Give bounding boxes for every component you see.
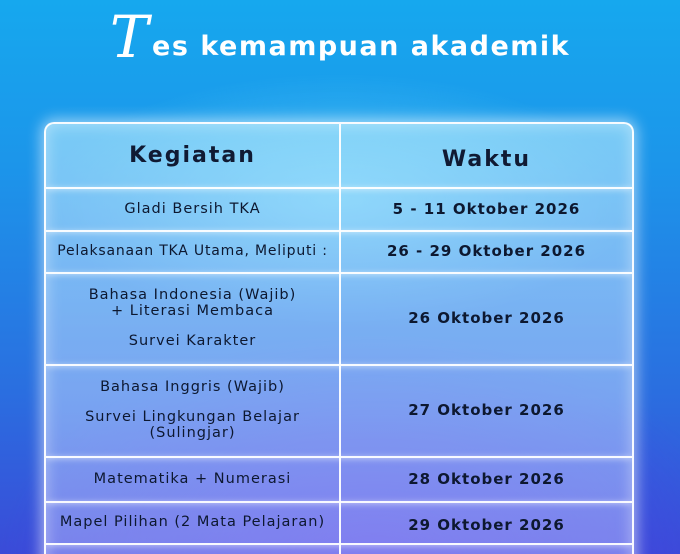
header-cell-waktu (341, 124, 632, 187)
cell-kegiatan (46, 456, 341, 501)
cell-kegiatan (46, 543, 341, 554)
date-label: 5 - 11 Oktober 2026 (392, 199, 581, 218)
table-row (46, 456, 632, 503)
cell-waktu (341, 272, 632, 364)
table-row-empty (46, 543, 632, 554)
cell-kegiatan (46, 364, 341, 456)
activity-label: Gladi Bersih TKA (124, 200, 261, 217)
title-script-letter: T (109, 3, 151, 71)
table-header-row (46, 124, 632, 189)
date-label: 28 Oktober 2026 (408, 469, 565, 488)
header-kegiatan: Kegiatan (129, 143, 256, 168)
table-row (46, 364, 632, 458)
header-waktu: Waktu (441, 147, 532, 172)
activity-label: Survei Karakter (128, 333, 257, 349)
activity-label: Bahasa Indonesia (Wajib) (88, 287, 297, 303)
activity-label: Pelaksanaan TKA Utama, Meliputi : (57, 243, 328, 259)
date-label: 26 - 29 Oktober 2026 (386, 242, 587, 260)
cell-waktu (341, 501, 632, 543)
date-label: 29 Oktober 2026 (408, 516, 565, 534)
title-text: es kemampuan akademik (152, 31, 571, 62)
cell-kegiatan (46, 187, 341, 230)
cell-waktu (341, 230, 632, 272)
activity-label: Survei Lingkungan Belajar (85, 409, 300, 425)
schedule-table (44, 122, 634, 554)
cell-waktu (341, 364, 632, 456)
table-row (46, 272, 632, 366)
page-title (0, 0, 680, 70)
table-row (46, 230, 632, 274)
date-label: 27 Oktober 2026 (408, 401, 565, 419)
date-label: 26 Oktober 2026 (408, 309, 565, 327)
table-row (46, 501, 632, 545)
cell-kegiatan (46, 501, 341, 543)
cell-waktu (341, 456, 632, 501)
header-cell-kegiatan (46, 124, 341, 187)
activity-label: Matematika + Numerasi (93, 470, 292, 487)
table-row (46, 187, 632, 232)
cell-kegiatan (46, 272, 341, 364)
cell-waktu (341, 543, 632, 554)
activity-label: Mapel Pilihan (2 Mata Pelajaran) (59, 514, 326, 530)
activity-label: (Sulingjar) (149, 425, 236, 441)
cell-kegiatan (46, 230, 341, 272)
cell-waktu (341, 187, 632, 230)
activity-label: Bahasa Inggris (Wajib) (100, 379, 285, 395)
activity-label: + Literasi Membaca (110, 303, 274, 319)
